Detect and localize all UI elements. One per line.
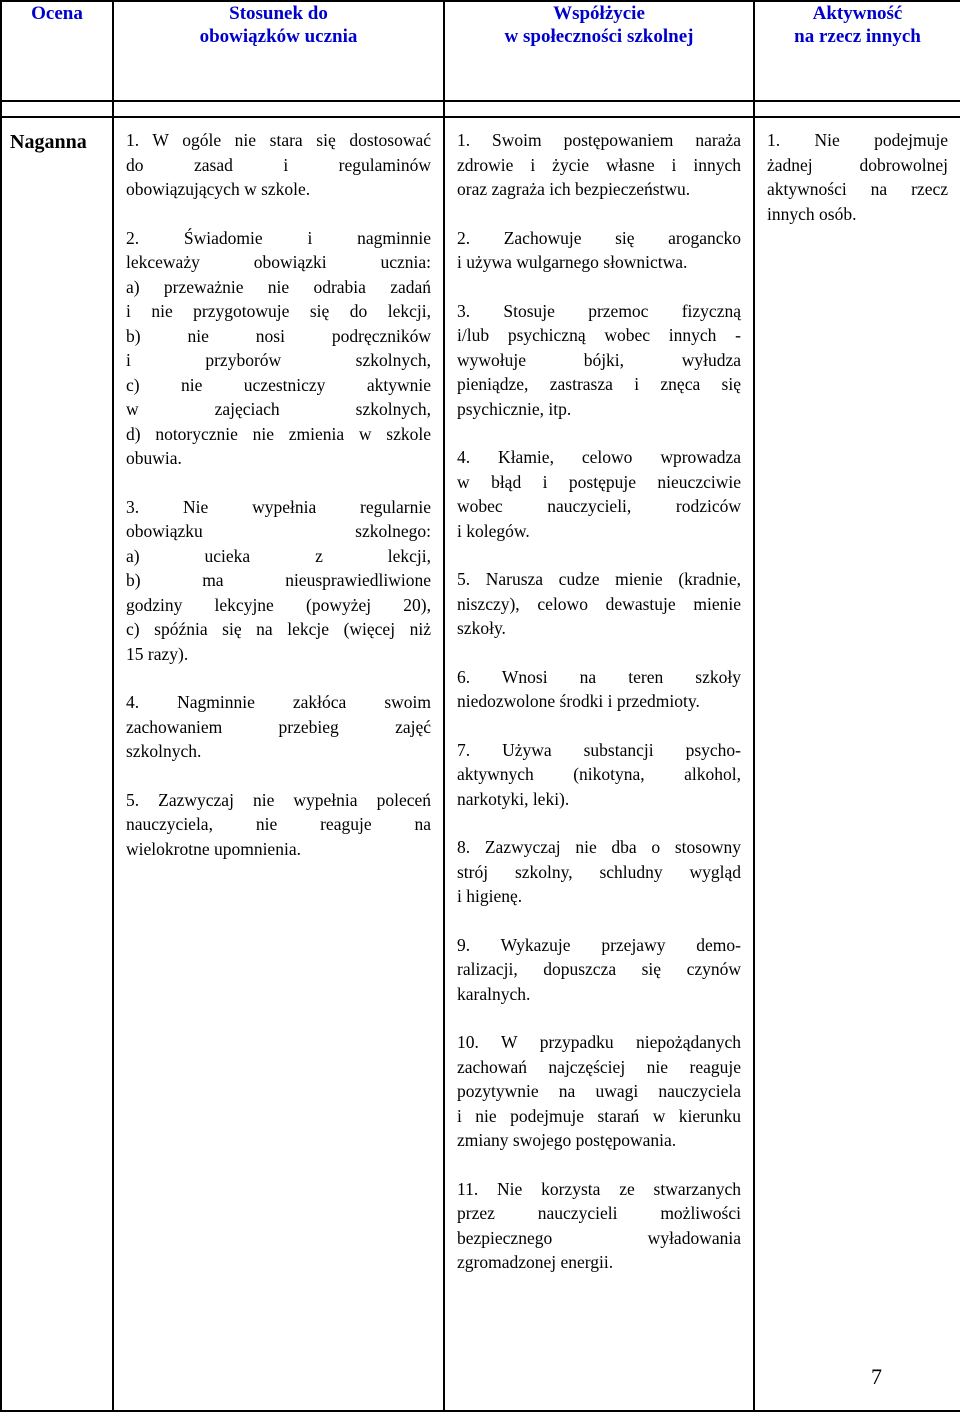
community-item-line: 3. Stosuje przemoc fizyczną [457, 300, 741, 321]
naganna-row [1, 117, 960, 1411]
activity-item-line: 1. Nie podejmuje [767, 130, 948, 150]
community-item-line: niedozwolone środki i przedmioty. [457, 691, 700, 711]
community-item [457, 665, 741, 714]
community-item-line: 5. Narusza cudze mienie (kradnie, [457, 569, 741, 589]
duty-item-line: 5. Zazwyczaj nie wypełnia poleceń [126, 789, 431, 810]
community-item-line: i nie podejmuje starań w kierunku [457, 1105, 741, 1126]
header-community: Współżycie w społeczności szkolnej [444, 1, 754, 101]
duty-item-line: i przyborów szkolnych, [126, 350, 431, 370]
community-item-line: zachowań najczęściej nie reaguje [457, 1056, 741, 1077]
duty-item-line: d) notorycznie nie zmienia w szkole [126, 423, 431, 444]
community-item-line: 10. W przypadku niepożądanych [457, 1032, 741, 1052]
activity-item-line: żadnej dobrowolnej [767, 154, 948, 175]
community-item [457, 835, 741, 909]
duty-item-line: c) nie uczestniczy aktywnie [126, 374, 431, 395]
page-number: 7 [871, 1364, 882, 1389]
community-item [457, 445, 741, 543]
activity-list [755, 118, 960, 226]
duty-item-line: godziny lekcyjne (powyżej 20), [126, 594, 431, 615]
grade-cell [1, 117, 113, 1411]
duty-item-line: wielokrotne upomnienia. [126, 838, 301, 859]
community-cell [444, 117, 754, 1411]
duty-item [126, 226, 431, 471]
community-item-line: niszczy), celowo dewastuje mienie [457, 593, 741, 614]
header-duties: Stosunek do obowiązków ucznia [113, 1, 444, 101]
community-item-line: 9. Wykazuje przejawy demo- [457, 934, 741, 955]
duty-item-line: b) nie nosi podręczników [126, 325, 431, 346]
activity-item [767, 128, 948, 226]
activity-cell [754, 117, 960, 1411]
duty-item-line: zachowaniem przebieg zajęć [126, 716, 431, 737]
header-row [1, 1, 960, 101]
duty-item-line: 1. W ogóle nie stara się dostosować [126, 130, 431, 150]
duty-item-line: 15 razy). [126, 643, 189, 664]
duties-list [114, 118, 443, 861]
community-item-line: 4. Kłamie, celowo wprowadza [457, 447, 741, 467]
duty-item-line: nauczyciela, nie reaguje na [126, 814, 431, 834]
community-item-line: strój szkolny, schludny wygląd [457, 861, 741, 882]
community-item-line: zgromadzonej energii. [457, 1252, 614, 1272]
duty-item [126, 788, 431, 862]
community-list [445, 118, 753, 1275]
community-item-line: bezpiecznego wyładowania [457, 1227, 741, 1248]
community-item-line: aktywnych (nikotyna, alkohol, [457, 764, 741, 784]
duty-item-line: szkolnych. [126, 741, 202, 761]
community-item-line: szkoły. [457, 618, 506, 638]
community-item [457, 738, 741, 812]
community-item-line: wobec nauczycieli, rodziców [457, 496, 741, 516]
duty-item-line: i nie przygotowuje się do lekcji, [126, 301, 431, 321]
community-item-line: wywołuje bójki, wyłudza [457, 349, 741, 370]
community-item-line: zmiany swojego postępowania. [457, 1130, 677, 1150]
activity-item-line: aktywności na rzecz [767, 179, 948, 199]
duty-item [126, 495, 431, 667]
community-item [457, 1177, 741, 1275]
duty-item-line: b) ma nieusprawiedliwione [126, 570, 431, 590]
duty-item-line: do zasad i regulaminów [126, 154, 431, 175]
community-item-line: karalnych. [457, 983, 531, 1004]
community-item-line: i kolegów. [457, 520, 530, 541]
community-item-line: narkotyki, leki). [457, 788, 570, 809]
community-item-line: i używa wulgarnego słownictwa. [457, 252, 688, 272]
duty-item-line: w zajęciach szkolnych, [126, 399, 431, 419]
community-item-line: w błąd i postępuje nieuczciwie [457, 471, 741, 492]
spacer-row [1, 101, 960, 117]
community-item-line: 8. Zazwyczaj nie dba o stosowny [457, 837, 741, 857]
grade-label: Naganna [10, 131, 87, 153]
duty-item-line: c) spóźnia się na lekcje (więcej niż [126, 619, 431, 639]
header-grade: Ocena [1, 1, 113, 101]
community-item [457, 226, 741, 275]
community-item-line: 2. Zachowuje się arogancko [457, 227, 741, 248]
header-activity: Aktywność na rzecz innych [754, 1, 960, 101]
community-item-line: pozytywnie na uwagi nauczyciela [457, 1081, 741, 1101]
activity-item-line: innych osób. [767, 203, 857, 224]
community-item [457, 299, 741, 422]
community-item [457, 128, 741, 202]
community-item [457, 1030, 741, 1153]
duty-item-line: lekceważy obowiązki ucznia: [126, 252, 431, 272]
duty-item-line: obowiązku szkolnego: [126, 521, 431, 541]
duty-item-line: 3. Nie wypełnia regularnie [126, 496, 431, 517]
duty-item-line: 2. Świadomie i nagminnie [126, 227, 431, 248]
community-item-line: ralizacji, dopuszcza się czynów [457, 959, 741, 979]
duty-item-line: a) ucieka z lekcji, [126, 545, 431, 566]
duty-item-line: 4. Nagminnie zakłóca swoim [126, 692, 431, 712]
community-item-line: 6. Wnosi na teren szkoły [457, 666, 741, 687]
community-item-line: oraz zagraża ich bezpieczeństwu. [457, 179, 691, 199]
duty-item [126, 128, 431, 202]
community-item-line: pieniądze, zastrasza i znęca się [457, 374, 741, 394]
community-item-line: 11. Nie korzysta ze stwarzanych [457, 1178, 741, 1199]
duty-item-line: obuwia. [126, 448, 182, 468]
community-item-line: i higienę. [457, 886, 523, 906]
community-item [457, 933, 741, 1007]
duties-cell [113, 117, 444, 1411]
community-item-line: zdrowie i życie własne i innych [457, 154, 741, 175]
duty-item-line: obowiązujących w szkole. [126, 179, 311, 199]
community-item-line: psychicznie, itp. [457, 398, 572, 419]
community-item [457, 567, 741, 641]
duty-item-line: a) przeważnie nie odrabia zadań [126, 276, 431, 297]
community-item-line: 7. Używa substancji psycho- [457, 739, 741, 760]
duty-item [126, 690, 431, 764]
community-item-line: i/lub psychiczną wobec innych - [457, 325, 741, 345]
community-item-line: przez nauczycieli możliwości [457, 1203, 741, 1223]
community-item-line: 1. Swoim postępowaniem naraża [457, 130, 741, 150]
